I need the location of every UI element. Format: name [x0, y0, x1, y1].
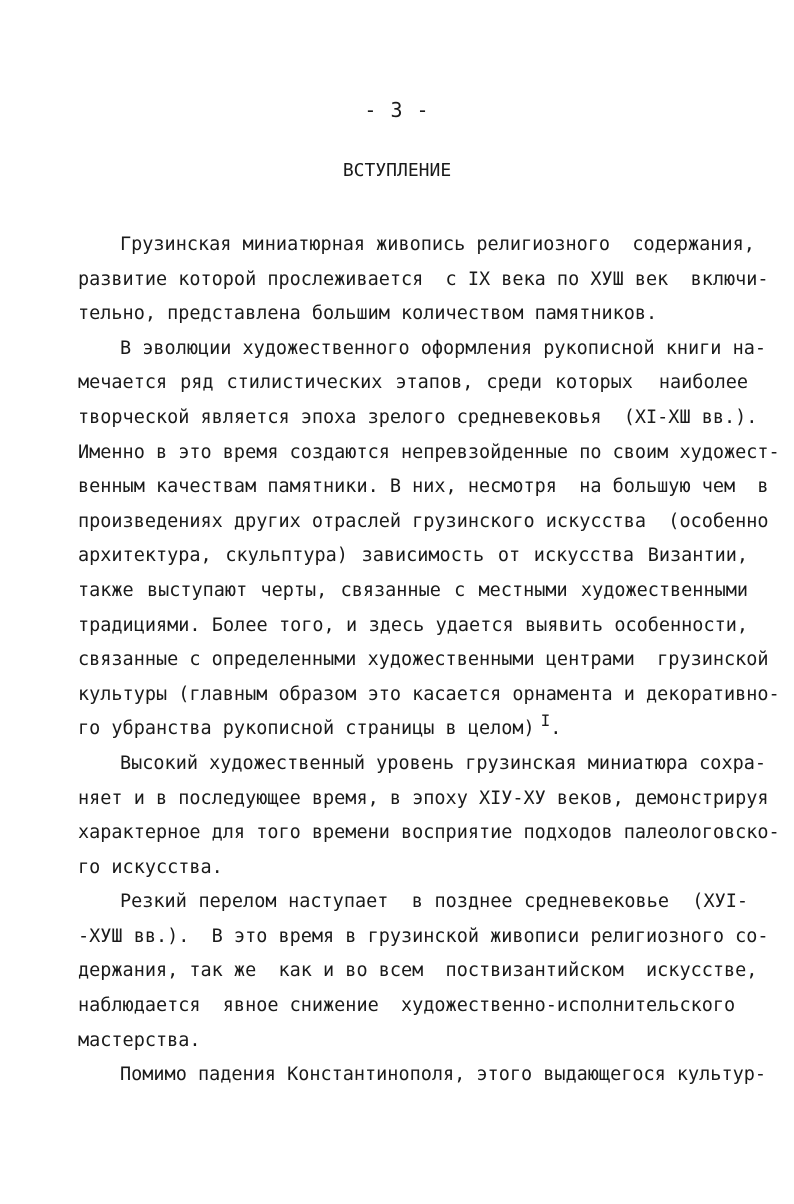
text-line: традициями. Более того, и здесь удается выявить особенности, — [78, 614, 748, 636]
text-line: творческой является эпоха зрелого средневековья (XI-XШ вв.). — [78, 406, 758, 428]
text-line: произведениях других отраслей грузинского искусства (особенно — [78, 510, 769, 532]
text-line-with-footnote — [78, 712, 748, 747]
text-line: В эволюции художественного оформления рукописной книги на- — [120, 337, 767, 359]
text-line: Резкий перелом наступает в позднее средневековье (XУI- — [120, 891, 748, 913]
text-line: го убранства рукописной страницы в целом) — [78, 718, 535, 740]
text-line: развитие которой прослеживается с IX века по ХУШ век включи- — [78, 268, 769, 290]
period: . — [550, 718, 562, 740]
text-line: Именно в это время создаются непревзойденные по своим художест- — [78, 441, 780, 463]
text-line: мечается ряд стилистических этапов, среди которых наиболее — [78, 372, 748, 394]
text-line: тельно, представлена большим количеством памятников. — [78, 303, 658, 325]
text-line: характерное для того времени восприятие подходов палеологовско- — [78, 822, 780, 844]
text-line: венным качествам памятники. В них, несмотря на большую чем в — [78, 476, 769, 498]
text-line: няет и в последующее время, в эпоху XIУ-XУ веков, демонстрируя — [78, 787, 769, 809]
text-line: Грузинская миниатюрная живопись религиозного содержания, — [120, 234, 755, 255]
text-line: -ХУШ вв.). В это время в грузинской живописи религиозного со- — [78, 925, 769, 947]
text-line: го искусства. — [78, 856, 223, 878]
page-number: - 3 - — [364, 98, 430, 122]
body-text — [78, 228, 780, 1093]
text-line: Помимо падения Константинополя, этого выдающегося культур- — [120, 1064, 767, 1086]
text-line: держания, так же как и во всем поствизантийском искусстве, — [78, 960, 758, 982]
text-line: Высокий художественный уровень грузинская миниатюра сохра- — [120, 752, 767, 774]
text-line: наблюдается явное снижение художественно-исполнительского — [78, 995, 736, 1017]
text-line: связанные с определенными художественными центрами грузинской — [78, 649, 769, 671]
text-line: архитектура, скульптура) зависимость от искусства Византии, — [78, 545, 748, 567]
footnote-mark: I — [540, 711, 551, 731]
text-line: также выступают черты, связанные с местными художественными — [78, 579, 748, 601]
section-heading: ВСТУПЛЕНИЕ — [342, 160, 452, 181]
text-line: мастерства. — [78, 1029, 201, 1051]
text-line: культуры (главным образом это касается орнамента и декоративно- — [78, 683, 780, 705]
